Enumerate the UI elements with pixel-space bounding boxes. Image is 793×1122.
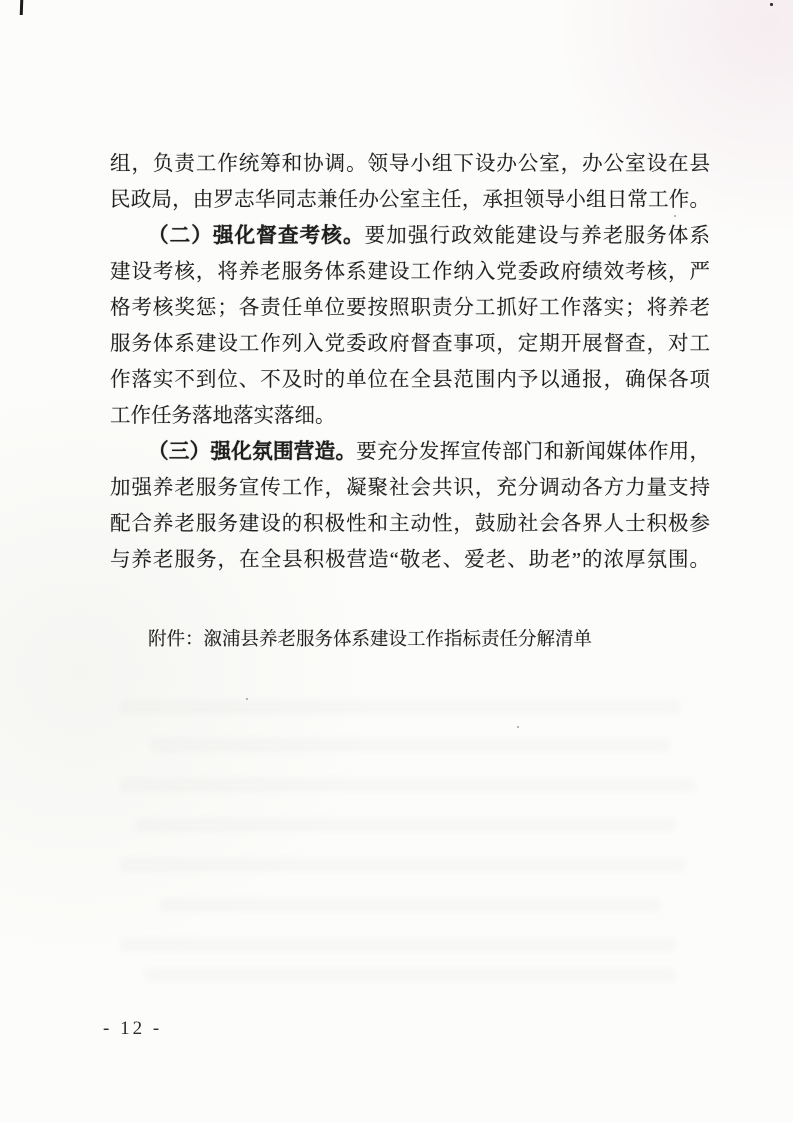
- body-text-segment: 作落实不到位、不及时的单位在全县范围内予以通报，确保各项: [110, 369, 710, 391]
- body-text-line: [110, 326, 710, 362]
- body-text-line: [110, 290, 710, 326]
- page-number: - 12 -: [103, 1018, 163, 1039]
- body-text-segment: 建设考核，将养老服务体系建设工作纳入党委政府绩效考核，严: [110, 261, 710, 283]
- body-text-line: [110, 434, 710, 470]
- body-text-line: [110, 182, 710, 218]
- scan-speck: [517, 726, 519, 728]
- body-text-segment: 格考核奖惩；各责任单位要按照职责分工抓好工作落实；将养老: [110, 297, 710, 319]
- body-text-block: [110, 146, 710, 578]
- bleed-through-artifact: [120, 858, 685, 872]
- bleed-through-artifact: [160, 898, 660, 912]
- bleed-through-artifact: [135, 818, 675, 832]
- body-text-segment: 民政局，由罗志华同志兼任办公室主任，承担领导小组日常工作。: [110, 189, 710, 211]
- body-text-segment: 配合养老服务建设的积极性和主动性，鼓励社会各界人士积极参: [110, 513, 710, 535]
- body-text-line: [110, 398, 710, 434]
- body-text-line: [110, 146, 710, 182]
- bleed-through-artifact: [120, 938, 675, 952]
- bleed-through-artifact: [145, 968, 675, 982]
- body-text-line: [110, 218, 710, 254]
- body-text-segment: 组，负责工作统筹和协调。领导小组下设办公室，办公室设在县: [110, 153, 710, 175]
- body-text-line: [110, 542, 710, 578]
- section-heading-bold: （三）强化氛围营造。: [148, 440, 357, 463]
- body-text-segment: 要加强行政效能建设与养老服务体系: [364, 225, 711, 247]
- body-text-line: [110, 362, 710, 398]
- body-text-line: [110, 470, 710, 506]
- body-text-segment: 与养老服务，在全县积极营造“敬老、爱老、助老”的浓厚氛围。: [110, 549, 710, 571]
- bleed-through-artifact: [150, 738, 670, 752]
- body-text-segment: 工作任务落地落实落细。: [110, 405, 336, 427]
- body-text-segment: 要充分发挥宣传部门和新闻媒体作用，: [356, 441, 711, 463]
- attachment-line: 附件：溆浦县养老服务体系建设工作指标责任分解清单: [148, 630, 593, 650]
- section-heading-bold: （二）强化督查考核。: [148, 224, 365, 247]
- body-text-segment: 服务体系建设工作列入党委政府督查事项，定期开展督查，对工: [110, 333, 710, 355]
- scan-artifact-top-left-tick: [20, 0, 24, 15]
- body-text-line: [110, 254, 710, 290]
- body-text-line: [110, 506, 710, 542]
- scan-artifact-top-right-speck: [770, 3, 773, 6]
- bleed-through-artifact: [120, 778, 695, 792]
- bleed-through-artifact: [120, 700, 680, 714]
- body-text-segment: 加强养老服务宣传工作，凝聚社会共识，充分调动各方力量支持: [110, 477, 710, 499]
